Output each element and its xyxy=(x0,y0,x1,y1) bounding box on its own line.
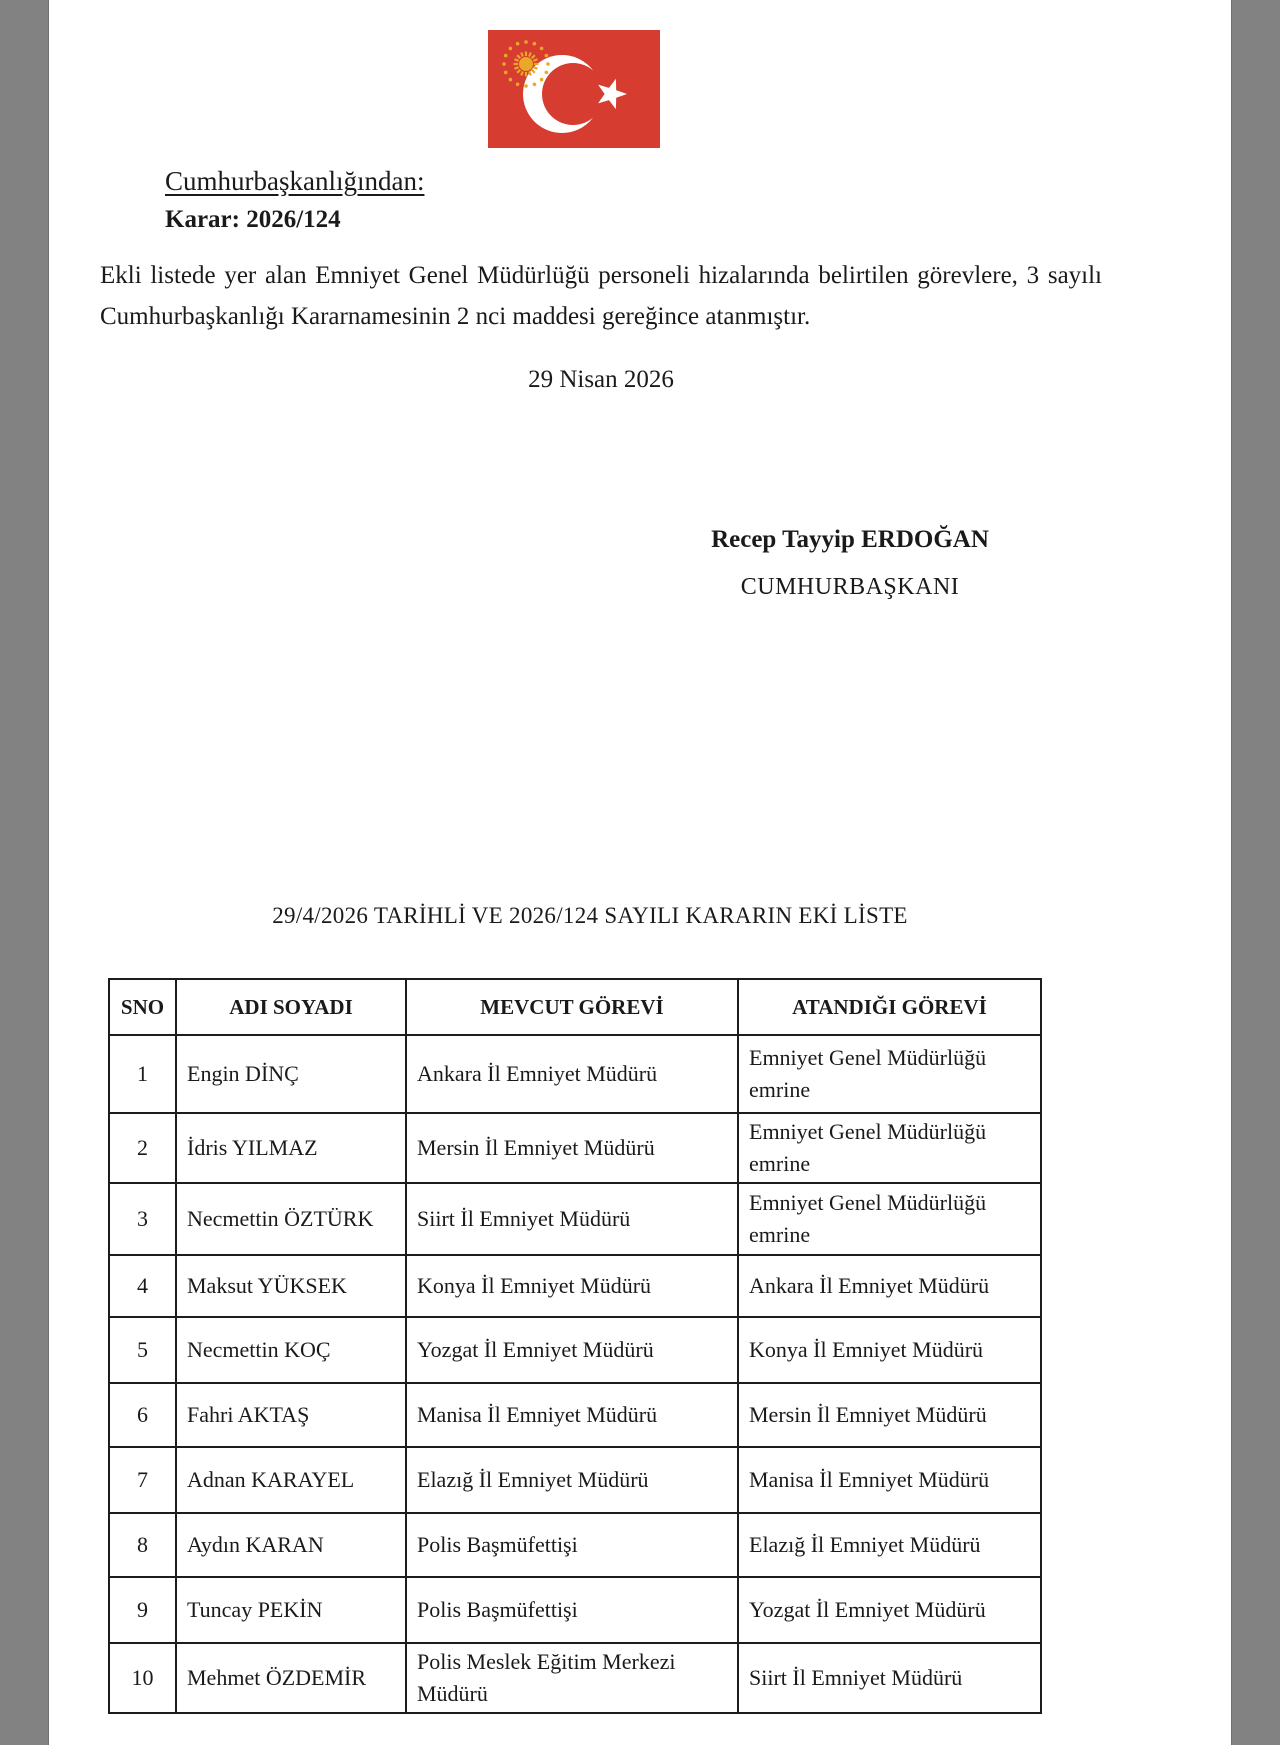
cell-current-duty: Mersin İl Emniyet Müdürü xyxy=(406,1113,738,1183)
cell-sno: 2 xyxy=(109,1113,176,1183)
table-row xyxy=(109,1447,1041,1513)
table-row xyxy=(109,1113,1041,1183)
cell-current-duty: Yozgat İl Emniyet Müdürü xyxy=(406,1317,738,1383)
cell-sno: 9 xyxy=(109,1577,176,1643)
presidential-sun-emblem xyxy=(514,52,539,77)
cell-sno: 6 xyxy=(109,1383,176,1447)
cell-name: Necmettin KOÇ xyxy=(176,1317,406,1383)
cell-sno: 7 xyxy=(109,1447,176,1513)
cell-assigned-duty: Emniyet Genel Müdürlüğü emrine xyxy=(738,1113,1041,1183)
cell-assigned-duty: Ankara İl Emniyet Müdürü xyxy=(738,1255,1041,1317)
annex-list-title: 29/4/2026 TARİHLİ VE 2026/124 SAYILI KARARIN EKİ LİSTE xyxy=(272,903,908,928)
cell-current-duty: Polis Başmüfettişi xyxy=(406,1577,738,1643)
table-row xyxy=(109,1317,1041,1383)
cell-current-duty: Ankara İl Emniyet Müdürü xyxy=(406,1035,738,1113)
cell-name: Mehmet ÖZDEMİR xyxy=(176,1643,406,1713)
cell-sno: 5 xyxy=(109,1317,176,1383)
document-page xyxy=(48,0,1232,1745)
table-row xyxy=(109,1035,1041,1113)
cell-assigned-duty: Konya İl Emniyet Müdürü xyxy=(738,1317,1041,1383)
cell-sno: 4 xyxy=(109,1255,176,1317)
cell-current-duty: Elazığ İl Emniyet Müdürü xyxy=(406,1447,738,1513)
decree-body-paragraph: Ekli listede yer alan Emniyet Genel Müdürlüğü personeli hizalarında belirtilen görevlere, 3 sayılı Cumhurbaşkanlığı Kararnamesinin 2 nci maddesi gereğince atanmıştır. xyxy=(100,262,1102,330)
flag-icon xyxy=(488,30,660,148)
signer-name: Recep Tayyip ERDOĞAN xyxy=(711,526,989,553)
table-header-row xyxy=(109,979,1041,1035)
col-header-name: ADI SOYADI xyxy=(176,979,406,1035)
cell-assigned-duty: Yozgat İl Emniyet Müdürü xyxy=(738,1577,1041,1643)
turkish-presidential-flag-image xyxy=(488,30,660,148)
cell-name: İdris YILMAZ xyxy=(176,1113,406,1183)
table-row xyxy=(109,1255,1041,1317)
table-row xyxy=(109,1643,1041,1713)
cell-name: Maksut YÜKSEK xyxy=(176,1255,406,1317)
col-header-current-duty: MEVCUT GÖREVİ xyxy=(406,979,738,1035)
signer-title: CUMHURBAŞKANI xyxy=(740,574,960,600)
cell-current-duty: Manisa İl Emniyet Müdürü xyxy=(406,1383,738,1447)
cell-assigned-duty: Emniyet Genel Müdürlüğü emrine xyxy=(738,1035,1041,1113)
col-header-assigned-duty: ATANDIĞI GÖREVİ xyxy=(738,979,1041,1035)
table-row xyxy=(109,1383,1041,1447)
cell-sno: 3 xyxy=(109,1183,176,1255)
appointments-table xyxy=(108,978,1042,1714)
col-header-sno: SNO xyxy=(109,979,176,1035)
cell-assigned-duty: Elazığ İl Emniyet Müdürü xyxy=(738,1513,1041,1577)
cell-name: Adnan KARAYEL xyxy=(176,1447,406,1513)
table-row xyxy=(109,1183,1041,1255)
decision-number: Karar: 2026/124 xyxy=(165,206,341,233)
table-row xyxy=(109,1513,1041,1577)
cell-current-duty: Siirt İl Emniyet Müdürü xyxy=(406,1183,738,1255)
cell-current-duty: Konya İl Emniyet Müdürü xyxy=(406,1255,738,1317)
cell-current-duty: Polis Başmüfettişi xyxy=(406,1513,738,1577)
decree-date: 29 Nisan 2026 xyxy=(528,366,674,393)
cell-sno: 10 xyxy=(109,1643,176,1713)
cell-name: Tuncay PEKİN xyxy=(176,1577,406,1643)
cell-assigned-duty: Manisa İl Emniyet Müdürü xyxy=(738,1447,1041,1513)
cell-current-duty: Polis Meslek Eğitim Merkezi Müdürü xyxy=(406,1643,738,1713)
issuer-heading: Cumhurbaşkanlığından: xyxy=(165,166,425,196)
cell-assigned-duty: Mersin İl Emniyet Müdürü xyxy=(738,1383,1041,1447)
cell-assigned-duty: Siirt İl Emniyet Müdürü xyxy=(738,1643,1041,1713)
cell-name: Aydın KARAN xyxy=(176,1513,406,1577)
table-row xyxy=(109,1577,1041,1643)
cell-sno: 8 xyxy=(109,1513,176,1577)
cell-name: Necmettin ÖZTÜRK xyxy=(176,1183,406,1255)
cell-name: Engin DİNÇ xyxy=(176,1035,406,1113)
cell-sno: 1 xyxy=(109,1035,176,1113)
cell-assigned-duty: Emniyet Genel Müdürlüğü emrine xyxy=(738,1183,1041,1255)
cell-name: Fahri AKTAŞ xyxy=(176,1383,406,1447)
